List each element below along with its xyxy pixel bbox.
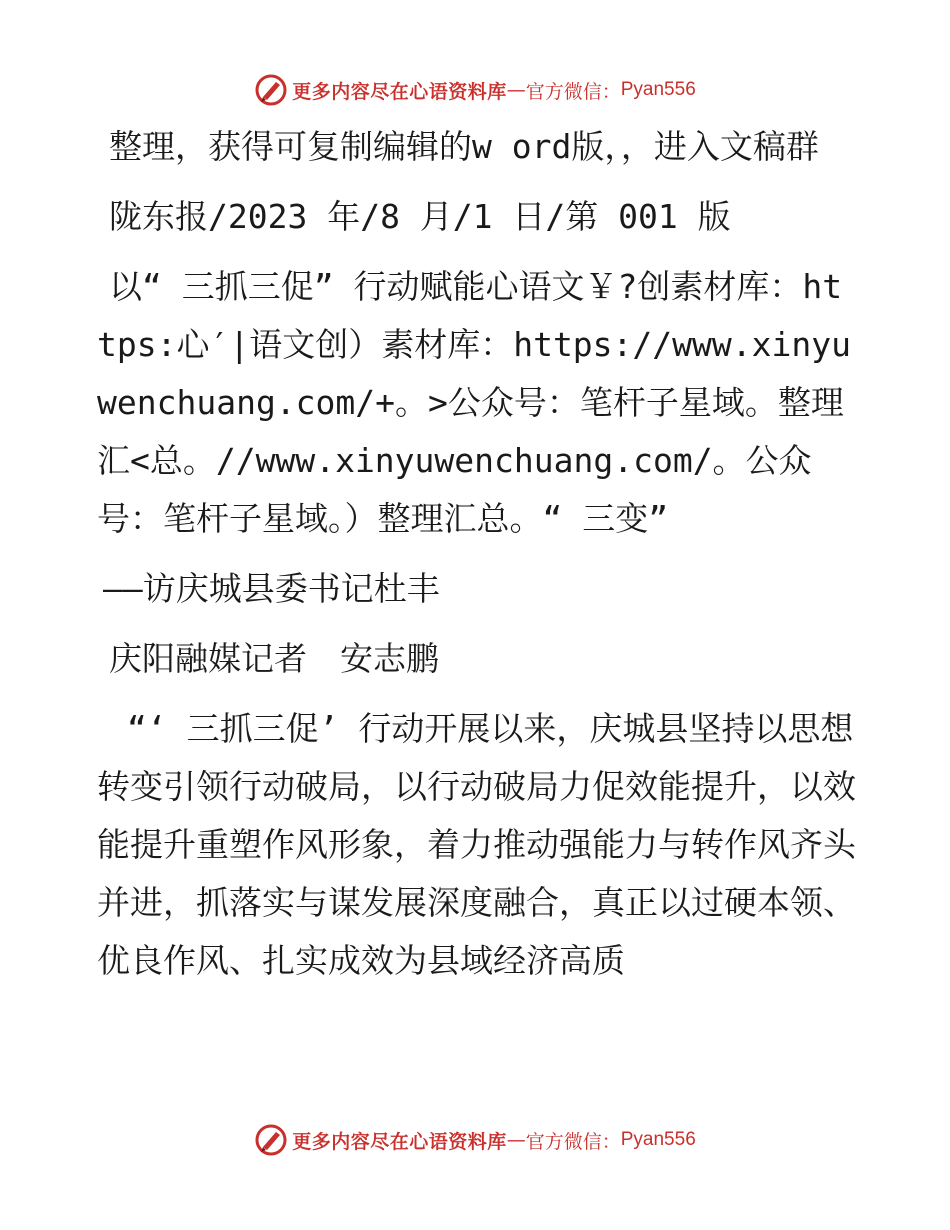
watermark-id: Pyan556 bbox=[620, 1129, 696, 1150]
watermark-id: Pyan556 bbox=[620, 79, 696, 100]
paragraph-body: “‘ 三抓三促’ 行动开展以来，庆城县坚持以思想转变引领行动破局，以行动破局力促效能提升，以效能提升重塑作风形象，着力推动强能力与转作风齐头并进，抓落实与谋发展深度融合，真正以过硬本领、优良作风、扎实成效为县域经济高质 bbox=[97, 709, 856, 980]
watermark-sub: 官方微信： bbox=[525, 80, 621, 103]
paragraph-source: 陇东报/2023 年/8 月/1 日/第 001 版 bbox=[109, 197, 731, 236]
watermark-dash: — bbox=[506, 79, 526, 101]
logo-icon bbox=[254, 1123, 288, 1157]
paragraph-subtitle: ——访庆城县委书记杜丰 bbox=[103, 569, 440, 608]
watermark-header bbox=[0, 70, 950, 110]
paragraph-title: 以“ 三抓三促” 行动赋能心语文￥?创素材库：https:心′|语文创）素材库：https://www.xinyuwenchuang.com/+。>公众号：笔杆子星域。整理汇<总。//www.xinyuwenchuang.com/。公众号：笔杆子星域。）整理汇总。“ 三变” bbox=[97, 267, 851, 538]
logo-icon bbox=[254, 73, 288, 107]
watermark-dash: — bbox=[506, 1129, 526, 1151]
watermark-text: 更多内容尽在心语资料库 bbox=[292, 80, 507, 103]
watermark-sub: 官方微信： bbox=[525, 1130, 621, 1153]
watermark-footer bbox=[0, 1120, 950, 1160]
document-body bbox=[97, 118, 857, 1006]
paragraph-byline: 庆阳融媒记者 安志鹏 bbox=[109, 639, 439, 678]
watermark-text: 更多内容尽在心语资料库 bbox=[292, 1130, 507, 1153]
paragraph-intro: 整理，获得可复制编辑的w ord版，，进入文稿群 bbox=[109, 127, 819, 166]
